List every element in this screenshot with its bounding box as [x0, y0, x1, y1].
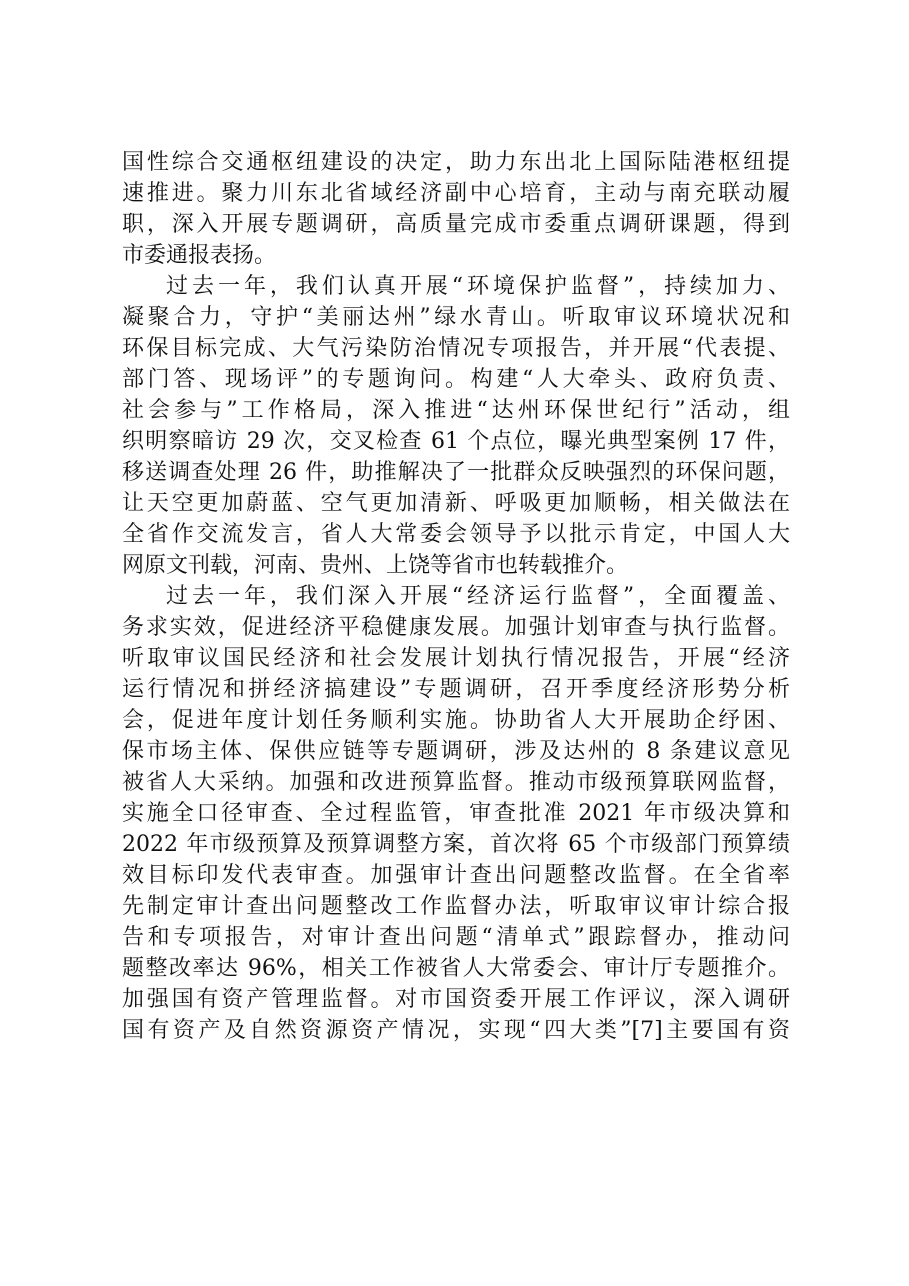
text-line: 务求实效，促进经济平稳健康发展。加强计划审查与执行监督。: [122, 615, 790, 640]
text-line: 2022 年市级预算及预算调整方案，首次将 65 个市级部门预算绩: [122, 832, 790, 857]
document-page: [122, 147, 790, 1046]
text-line: 先制定审计查出问题整改工作监督办法，听取审议审计综合报: [122, 894, 790, 919]
text-line: 会，促进年度计划任务顺利实施。协助省人大开展助企纾困、: [122, 708, 790, 733]
text-line: 过去一年，我们深入开展“经济运行监督”，全面覆盖、: [166, 584, 790, 609]
text-line: 全省作交流发言，省人大常委会领导予以批示肯定，中国人大: [122, 522, 790, 547]
text-line: 听取审议国民经济和社会发展计划执行情况报告，开展“经济: [122, 646, 790, 671]
text-line: 市委通报表扬。: [122, 243, 277, 268]
text-line: 移送调查处理 26 件，助推解决了一批群众反映强烈的环保问题，: [122, 460, 790, 485]
text-line: 部门答、现场评”的专题询问。构建“人大牵头、政府负责、: [122, 367, 790, 392]
text-line: 凝聚合力，守护“美丽达州”绿水青山。听取审议环境状况和: [122, 305, 790, 330]
text-line: 职，深入开展专题调研，高质量完成市委重点调研课题，得到: [122, 212, 790, 237]
text-line: 题整改率达 96%，相关工作被省人大常委会、审计厅专题推介。: [122, 956, 790, 981]
text-line: 速推进。聚力川东北省域经济副中心培育，主动与南充联动履: [122, 181, 790, 206]
text-line: 告和专项报告，对审计查出问题“清单式”跟踪督办，推动问: [122, 925, 790, 950]
text-line: 社会参与”工作格局，深入推进“达州环保世纪行”活动，组: [122, 398, 790, 423]
text-line: 环保目标完成、大气污染防治情况专项报告，并开展“代表提、: [122, 336, 790, 361]
text-line: 运行情况和拼经济搞建设”专题调研，召开季度经济形势分析: [122, 677, 790, 702]
text-line: 效目标印发代表审查。加强审计查出问题整改监督。在全省率: [122, 863, 790, 888]
text-line: 织明察暗访 29 次，交叉检查 61 个点位，曝光典型案例 17 件，: [122, 429, 790, 454]
text-line: 网原文刊载，河南、贵州、上饶等省市也转载推介。: [122, 553, 629, 578]
text-line: 实施全口径审查、全过程监管，审查批准 2021 年市级决算和: [122, 801, 790, 826]
text-line: 保市场主体、保供应链等专题调研，涉及达州的 8 条建议意见: [122, 739, 790, 764]
text-line: 过去一年，我们认真开展“环境保护监督”，持续加力、: [166, 274, 790, 299]
text-line: 国性综合交通枢纽建设的决定，助力东出北上国际陆港枢纽提: [122, 150, 790, 175]
text-line: 国有资产及自然资源资产情况，实现“四大类”[7]主要国有资: [122, 1018, 790, 1043]
text-line: 加强国有资产管理监督。对市国资委开展工作评议，深入调研: [122, 987, 790, 1012]
text-line: 被省人大采纳。加强和改进预算监督。推动市级预算联网监督，: [122, 770, 790, 795]
text-line: 让天空更加蔚蓝、空气更加清新、呼吸更加顺畅，相关做法在: [122, 491, 790, 516]
